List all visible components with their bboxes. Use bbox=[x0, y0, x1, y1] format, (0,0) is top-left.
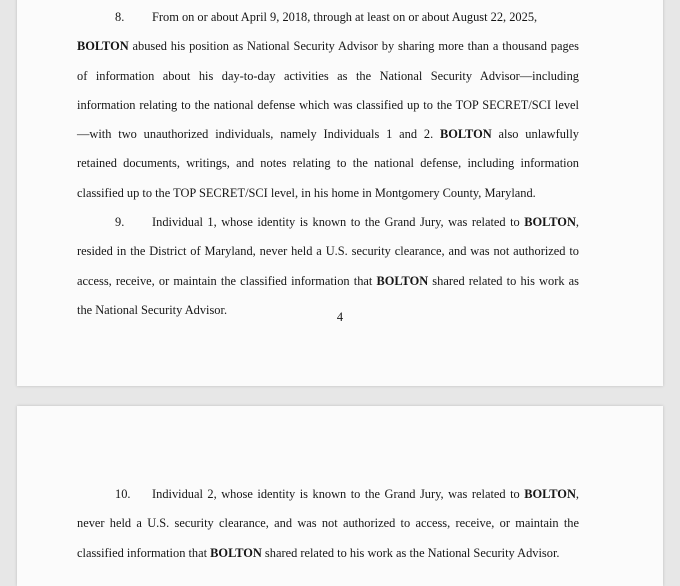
defendant-name: BOLTON bbox=[524, 487, 576, 501]
defendant-name: BOLTON bbox=[440, 127, 492, 142]
paragraph-text: shared related to his work as the National Security Advisor. bbox=[261, 545, 560, 560]
paragraph-text: Individual 1, whose identity is known to the Grand Jury, was related to bbox=[152, 215, 525, 229]
paragraph-text: also unlawfully retained documents, writings, and notes relating to the national defense, including information classified up to the TOP SECRET/SCI level, in his home in Montgomery County, Maryland. bbox=[77, 127, 579, 200]
defendant-name: BOLTON bbox=[376, 273, 429, 288]
paragraph-8 bbox=[77, 3, 579, 208]
paragraph-text: abused his position as National Security Advisor by sharing more than a thousand pages of information about his day-to-day activities as the National Security Advisor—including information relating to the national defense which was classified up to the TOP SECRET/SCI level—with two unauthorized individuals, namely Individuals 1 and 2. bbox=[77, 39, 579, 142]
paragraph-text: shared related to his work as the National Security Advisor. bbox=[77, 273, 579, 317]
paragraph-text: From on or about April 9, 2018, through at least on or about August 22, 2025, bbox=[152, 10, 538, 24]
paragraph-text: Individual 2, whose identity is known to the Grand Jury, was related to bbox=[152, 487, 525, 501]
defendant-name: BOLTON bbox=[524, 215, 576, 229]
document-page-5 bbox=[17, 406, 663, 586]
defendant-name: BOLTON bbox=[77, 39, 129, 54]
paragraph-9 bbox=[77, 208, 579, 325]
paragraph-10 bbox=[77, 480, 579, 568]
paragraph-number: 8. bbox=[115, 10, 125, 24]
defendant-name: BOLTON bbox=[210, 545, 262, 560]
document-page-4 bbox=[17, 0, 663, 386]
paragraph-number: 9. bbox=[115, 215, 125, 229]
paragraph-text: , resided in the District of Maryland, never held a U.S. security clearance, and was not authorized to access, receive, or maintain the classified information that bbox=[77, 215, 579, 288]
page-number: 4 bbox=[336, 310, 344, 324]
paragraph-number: 10. bbox=[115, 487, 131, 501]
paragraph-text: , never held a U.S. security clearance, and was not authorized to access, receive, or maintain the classified information that bbox=[77, 487, 579, 560]
